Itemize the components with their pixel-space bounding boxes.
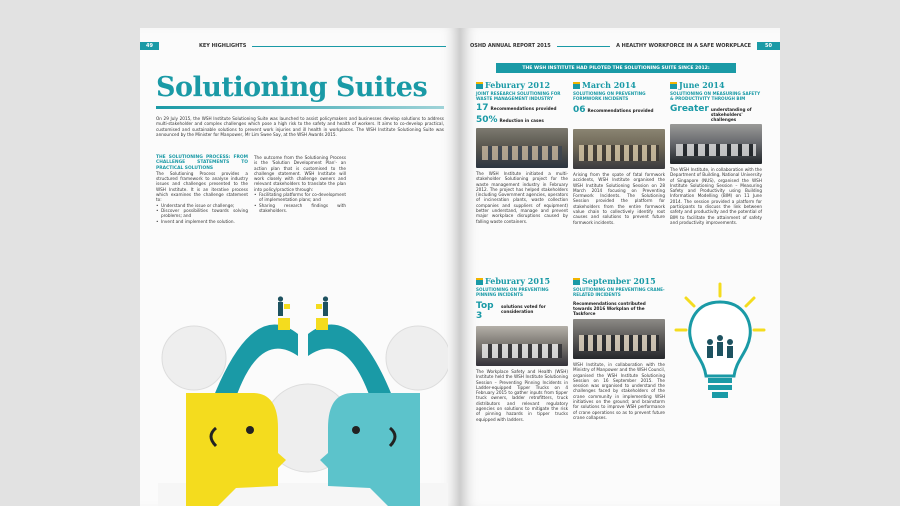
- lightbulb-icon: [672, 280, 768, 440]
- card-stat: Recommendations contributed towards 2016 Workplan of the Taskforce: [573, 301, 646, 316]
- card-stat: 06 Recommendations provided: [573, 105, 654, 115]
- card-date: Feburary 2012: [476, 80, 568, 90]
- process-heading: THE SOLUTIONING PROCESS: FROM CHALLENGE STATEMENTS TO PRACTICAL SOLUTIONS: [156, 155, 248, 171]
- card-feb-2015: [476, 276, 568, 422]
- card-date: June 2014: [670, 80, 762, 90]
- meeting-photo: [573, 129, 665, 169]
- report-label: OSHD ANNUAL REPORT 2015: [470, 43, 551, 49]
- card-feb-2012: [476, 80, 568, 224]
- pilot-banner: THE WSH INSTITUTE HAD PILOTED THE SOLUTIONING SUITE SINCE 2012:: [496, 63, 736, 73]
- page-title: Solutioning Suites: [156, 72, 428, 103]
- process-bullet: • Understand the issue or challenge;: [156, 203, 248, 208]
- outcome-column: [254, 155, 346, 213]
- card-jun-2014: [670, 80, 762, 225]
- section-label: KEY HIGHLIGHTS: [198, 43, 247, 49]
- outcome-bullet: • Sharing research findings with stakeholders.: [254, 203, 346, 214]
- card-subtitle: SOLUTIONING ON PREVENTING FORMWORK INCIDENTS: [573, 91, 646, 101]
- title-rule: [156, 106, 444, 109]
- left-page: [140, 28, 460, 506]
- meeting-photo: [476, 128, 568, 168]
- card-stat: 17 Recommendations provided: [476, 103, 557, 113]
- card-body: The Workplace Safety and Health (WSH) Institute held the WSH Institute Solutioning Session – Preventing Pinning Incidents in Ladder-equipped Tipper Trucks on 4 February 2015 to gather inputs from tipper truck owners, ladder retrofitters, truck distributors and relevant regulatory agencies on solutions to mitigate the risk of pinning hazards in tipper trucks equipped with ladders.: [476, 369, 568, 422]
- card-stat: 50% Reduction in cases: [476, 115, 544, 125]
- meeting-photo: [573, 319, 665, 359]
- calendar-icon: [670, 82, 677, 89]
- right-page-number: 50: [757, 42, 780, 50]
- calendar-icon: [573, 82, 580, 89]
- card-stat: Greater understanding of stakeholders' challenges: [670, 104, 752, 122]
- card-mar-2014: [573, 80, 665, 225]
- card-stat: Top 3 solutions voted for consideration: [476, 301, 546, 321]
- card-body: WSH Institute, in collaboration with the Ministry of Manpower and the WSH Council, organised the WSH Institute Solutioning Session on 16 September 2015. The session was organised to understand the challenges faced by stakeholders of the crane community in implementing WSH initiatives on the ground; and brainstorm for solutions to improve WSH performance of crane operations so as to prevent future crane collapses.: [573, 362, 665, 420]
- process-bullet: • Discover possibilities towards solving problems; and: [156, 208, 248, 219]
- card-date: March 2014: [573, 80, 665, 90]
- right-page: [460, 28, 780, 506]
- card-date: September 2015: [573, 276, 665, 286]
- calendar-icon: [476, 82, 483, 89]
- right-header: [460, 42, 780, 50]
- card-subtitle: SOLUTIONING ON PREVENTING CRANE-RELATED INCIDENTS: [573, 287, 665, 297]
- card-sep-2015: [573, 276, 665, 420]
- card-subtitle: JOINT RESEARCH SOLUTIONING FOR WASTE MANAGEMENT INDUSTRY: [476, 91, 561, 101]
- meeting-photo: [670, 124, 762, 164]
- outcome-bullet: • Facilitating platforms for co-development of implementation plans; and: [254, 192, 346, 203]
- heads-puzzle-illustration: [158, 278, 448, 506]
- card-body: Arising from the spate of fatal formwork accidents, WSH Institute organised the WSH Institute Solutioning Session on 28 March 2014 focusing on Preventing Formwork Incidents. The Solutioning Session provided the platform for stakeholders from the entire formwork value chain to collectively identify root causes and solutions to prevent future formwork incidents.: [573, 172, 665, 225]
- calendar-icon: [573, 278, 580, 285]
- process-text: The Solutioning Process provides a structured framework to analyse industry issues and challenges presented to the WSH Institute. It is an iterative process which examines the challenge statement to:: [156, 170, 248, 203]
- process-bullet: • Invent and implement the solution.: [156, 219, 248, 224]
- meeting-photo: [476, 326, 568, 366]
- calendar-icon: [476, 278, 483, 285]
- intro-paragraph: On 29 July 2015, the WSH Institute Solutioning Suite was launched to assist policymakers and businesses develop solutions to address multi-stakeholder and complex challenges which pose a high risk to the safety and health of workers. It aims to co-develop practical, customised and sustainable solutions to prevent work injuries and ill health in workplaces. The WSH Institute Solutioning Suite was announced by the Minister for Manpower, Mr Lim Swee Say, at the WSH Awards 2015.: [156, 116, 444, 137]
- outcome-text: The outcome from the Solutioning Process is the 'Solution Development Plan'- an action plan that is customised to the challenge statement. WSH Institute will work closely with challenge owners and relevant stakeholders to translate the plan into policy/practice through:: [254, 155, 346, 192]
- card-subtitle: SOLUTIONING ON PREVENTING PINNING INCIDENTS: [476, 287, 549, 297]
- tagline-label: A HEALTHY WORKFORCE IN A SAFE WORKPLACE: [616, 43, 752, 49]
- card-body: The WSH Institute initiated a multi-stakeholder Solutioning project for the waste management industry in February 2012. The project has helped stakeholders (including Government agencies, operators of incineration plants, waste collection companies and suppliers of equipment) better understand, manage and prevent major workplace disruptions caused by falling waste containers.: [476, 171, 568, 224]
- card-subtitle: SOLUTIONING ON MEASURING SAFETY & PRODUCTIVITY THROUGH BIM: [670, 91, 761, 101]
- process-column: [156, 155, 248, 224]
- left-header: [140, 42, 460, 50]
- annual-report-spread: [140, 28, 780, 506]
- left-page-number: 49: [140, 42, 159, 50]
- card-body: The WSH Institute, in collaboration with the Department of Building, National University of Singapore (NUS), organised the WSH Institute Solutioning Session – Measuring Safety and Productivity using Building Information Modelling (BIM) on 11 June 2014. The session provided a platform for participants to discuss the link between safety and productivity and the potential of BIM to facilitate the attainment of safety and productivity improvements.: [670, 167, 762, 225]
- card-date: Feburary 2015: [476, 276, 568, 286]
